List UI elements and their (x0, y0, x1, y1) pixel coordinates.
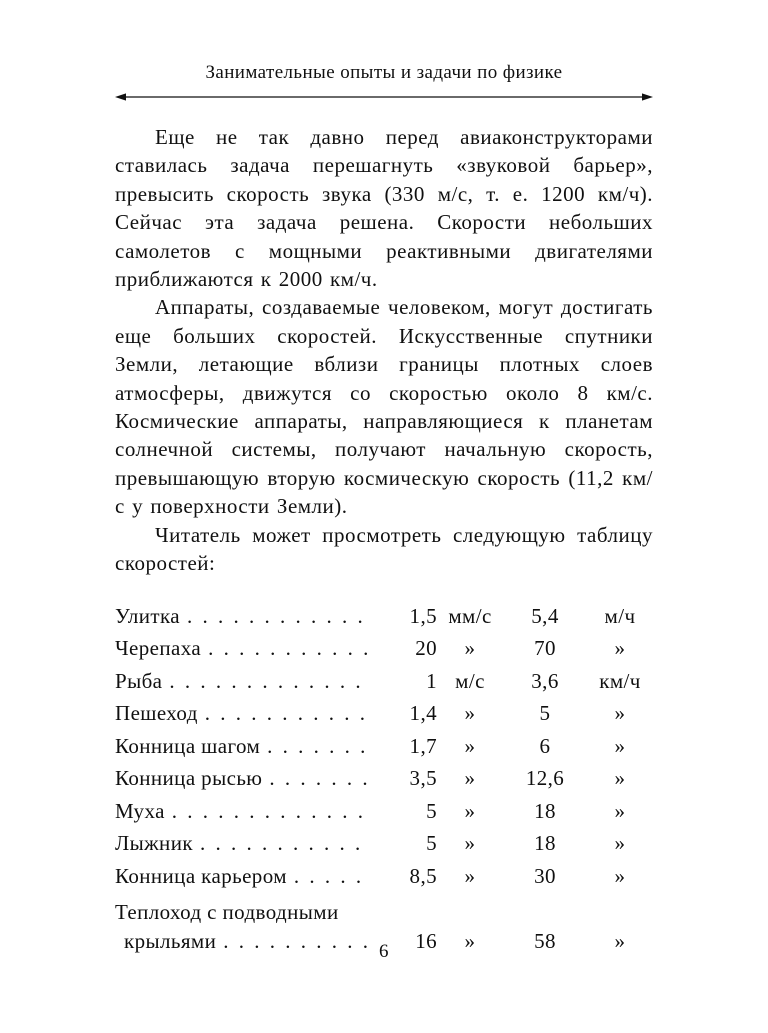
speed-unit-per-second: мм/с (448, 603, 492, 628)
speed-unit-per-hour: » (614, 798, 626, 823)
page-number: 6 (379, 941, 389, 962)
dot-leader (267, 734, 371, 759)
speed-value-per-hour: 6 (539, 733, 551, 758)
speed-unit-per-hour: » (614, 766, 626, 790)
speed-value-per-second: 1,7 (409, 733, 437, 758)
table-row (115, 864, 653, 897)
paragraph: Аппараты, создаваемые человеком, могут достигать еще больших скоростей. Искусственные спутники Земли, летающие вблизи границы плотных слоев атмосферы, движутся со скоростью около 8 км/с. Космические аппараты, направляющиеся к планетам солнечной системы, получают начальную скорость, превышающую вторую космическую скорость (11,2 км/с у поверхности Земли). (115, 295, 653, 519)
row-label: Черепаха (115, 636, 202, 660)
speed-value-per-second: 3,5 (409, 766, 437, 790)
row-label: Конница шагом (115, 733, 261, 758)
speed-unit-per-hour: » (614, 928, 626, 953)
speed-value-per-second: 1,4 (409, 701, 437, 725)
speed-unit-per-hour: км/ч (599, 668, 641, 693)
row-label: Пешеход (115, 701, 198, 725)
table-row (115, 669, 653, 702)
dot-leader (187, 604, 371, 629)
speed-unit-per-hour: » (614, 863, 626, 888)
speed-unit-per-second: » (464, 636, 476, 660)
speed-unit-per-second: » (464, 798, 476, 823)
row-label: Рыба (115, 668, 163, 693)
dot-leader (269, 766, 371, 791)
row-label-continuation: крыльями (124, 928, 217, 953)
table-row (115, 766, 653, 799)
header-divider-rule-icon (115, 91, 653, 103)
speed-value-per-second: 20 (415, 636, 437, 660)
speed-unit-per-second: » (464, 701, 476, 725)
paragraph: Читатель может просмотреть следующую таблицу скоростей: (115, 522, 653, 576)
speed-unit-per-hour: » (614, 733, 626, 758)
row-label: Лыжник (115, 831, 193, 855)
speed-value-per-hour: 30 (534, 863, 556, 888)
dot-leader (172, 799, 371, 824)
speed-value-per-hour: 5 (539, 701, 551, 725)
speed-unit-per-second: » (464, 831, 476, 855)
row-label: Улитка (115, 603, 181, 628)
speed-value-per-second: 8,5 (409, 863, 437, 888)
table-row (115, 636, 653, 669)
speed-value-per-second: 1,5 (409, 603, 437, 628)
paragraph: Еще не так давно перед авиаконструкторами ставилась задача перешагнуть «звуковой барьер», превысить скорость звука (330 м/с, т. е. 1200 км/ч). Сейчас эта задача решена. Скорости небольших самолетов с мощными реактивными двигателями приближаются к 2000 км/ч. (115, 125, 653, 292)
speed-value-per-hour: 5,4 (531, 603, 559, 628)
speed-value-per-hour: 58 (534, 928, 556, 953)
speed-unit-per-second: » (464, 733, 476, 758)
row-label: Конница рысью (115, 766, 263, 790)
speed-unit-per-hour: » (614, 701, 626, 725)
dot-leader (205, 701, 371, 726)
dot-leader (200, 831, 371, 856)
table-row (115, 701, 653, 734)
speed-table (115, 604, 653, 962)
speed-unit-per-second: » (464, 863, 476, 888)
table-row (115, 734, 653, 767)
running-header (115, 62, 653, 103)
speed-unit-per-hour: » (614, 636, 626, 660)
dot-leader (208, 636, 371, 661)
speed-value-per-hour: 70 (534, 636, 556, 660)
speed-unit-per-second: » (464, 766, 476, 790)
page-body (115, 62, 653, 961)
speed-value-per-second: 5 (426, 798, 437, 823)
speed-value-per-hour: 18 (534, 798, 556, 823)
speed-unit-per-second: » (464, 928, 476, 953)
speed-value-per-hour: 18 (534, 831, 556, 855)
speed-value-per-second: 5 (426, 831, 437, 855)
dot-leader (169, 669, 371, 694)
dot-leader (294, 864, 371, 889)
table-row (115, 604, 653, 637)
page-title: Занимательные опыты и задачи по физике (205, 62, 563, 83)
row-label: Муха (115, 798, 165, 823)
row-label: Теплоход с подводными (115, 900, 339, 924)
speed-unit-per-second: м/с (455, 668, 485, 693)
speed-unit-per-hour: » (614, 831, 626, 855)
body-text (115, 123, 653, 578)
speed-unit-per-hour: м/ч (604, 603, 636, 628)
row-label: Конница карьером (115, 863, 287, 888)
speed-value-per-hour: 12,6 (525, 766, 565, 790)
speed-value-per-second: 1 (426, 668, 437, 693)
speed-value-per-second: 16 (415, 928, 437, 953)
table-row (115, 799, 653, 832)
table-row (115, 831, 653, 864)
speed-value-per-hour: 3,6 (531, 668, 559, 693)
